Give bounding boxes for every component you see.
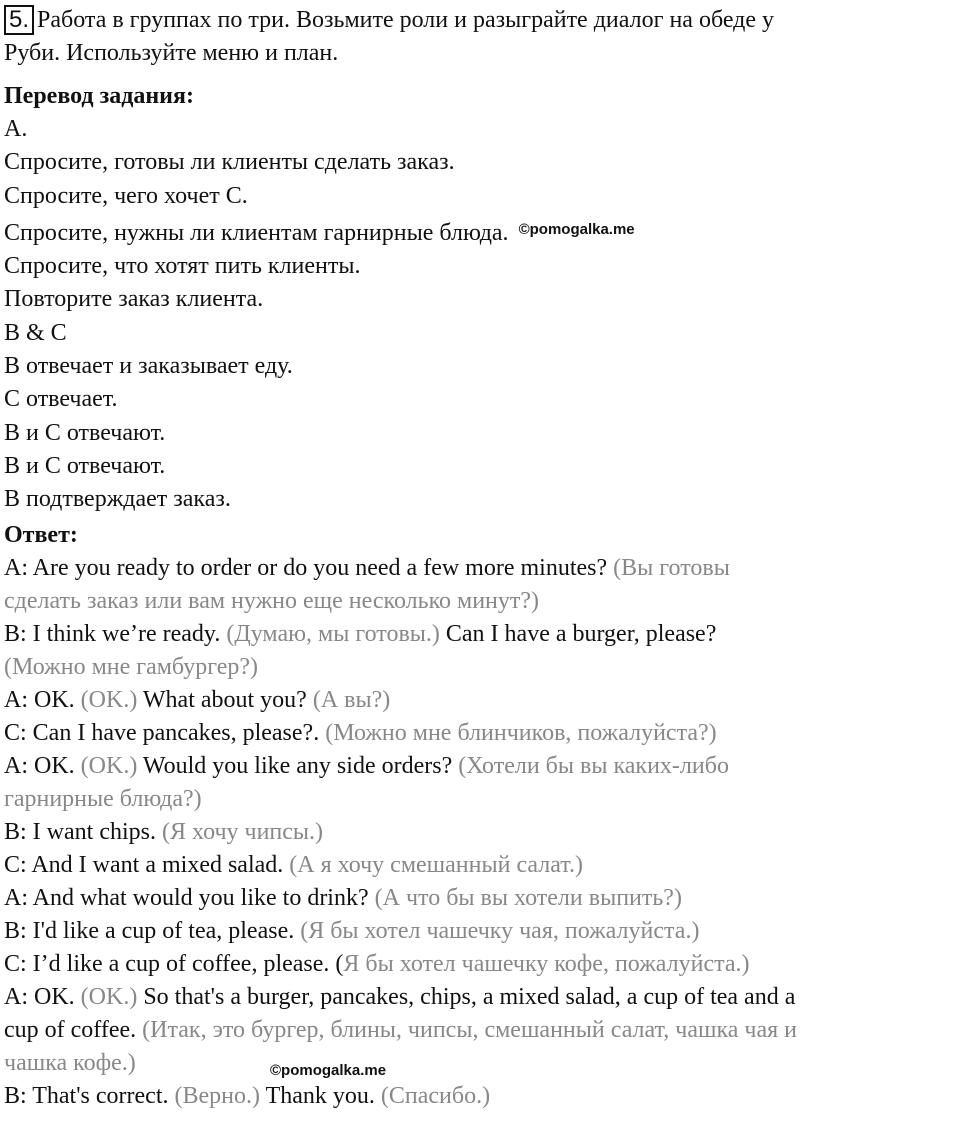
answer-line xyxy=(4,915,960,948)
translation-line: В & С xyxy=(4,319,67,346)
answer-line xyxy=(4,651,960,684)
answer-line xyxy=(4,684,960,717)
answer-translation: (Можно мне блинчиков, пожалуйста?) xyxy=(325,719,717,746)
answer-english: A: OK. xyxy=(4,983,81,1010)
answer-english: cup of coffee. xyxy=(4,1016,143,1043)
answer-line xyxy=(4,783,960,816)
answer-translation: (Хотели бы вы каких-либо xyxy=(458,752,729,779)
translation-line: А. xyxy=(4,116,28,142)
answer-translation: (А что бы вы хотели выпить?) xyxy=(374,884,682,911)
answer-english: B: That's correct. xyxy=(4,1082,175,1109)
answer-translation: (OK.) xyxy=(80,983,144,1010)
answer-english: B: I think we’re ready. xyxy=(4,620,227,647)
answer-english: B: I'd like a cup of tea, please. xyxy=(4,917,301,944)
answer-translation: (А я хочу смешанный салат.) xyxy=(289,851,583,878)
answer-english: C: I’d like a cup of coffee, please. xyxy=(4,950,336,977)
answer-translation: (А вы?) xyxy=(312,686,391,713)
translation-heading: Перевод задания: xyxy=(4,83,194,109)
answer-translation: гарнирные блюда?) xyxy=(4,785,202,812)
answer-english: What about you? xyxy=(142,686,313,713)
answer-line xyxy=(4,618,960,651)
translation-text: Спросите, нужны ли клиентам гарнирные блюда. xyxy=(4,219,509,246)
answer-translation: сделать заказ или вам нужно еще несколько минут?) xyxy=(4,587,540,614)
task-line-1 xyxy=(4,4,960,37)
answer-translation: (Думаю, мы готовы.) xyxy=(226,620,446,647)
answer-english: A: And what would you like to drink? xyxy=(4,884,375,911)
answer-line xyxy=(4,882,960,915)
answer-line xyxy=(4,1080,960,1113)
answer-translation: Я бы хотел чашечку кофе, пожалуйста.) xyxy=(343,950,750,977)
translation-line: В отвечает и заказывает еду. xyxy=(4,353,293,380)
translation-line: Спросите, готовы ли клиенты сделать заказ. xyxy=(4,149,455,176)
answer-translation: (Верно.) xyxy=(174,1082,266,1109)
page xyxy=(0,4,960,1122)
answer-translation: (Вы готовы xyxy=(613,554,730,581)
watermark-bottom: ©pomogalka.me xyxy=(270,1062,387,1079)
answer-line xyxy=(4,981,960,1014)
task-text-1: Работа в группах по три. Возьмите роли и разыграйте диалог на обеде у xyxy=(37,7,775,33)
watermark: ©pomogalka.me xyxy=(518,220,635,238)
task-number: 5. xyxy=(4,5,34,35)
answer-line xyxy=(4,750,960,783)
translation-line-with-watermark xyxy=(4,213,960,250)
task-line-2: Руби. Используйте меню и план. xyxy=(4,40,339,66)
answer-english: Thank you. xyxy=(265,1082,381,1109)
answer-translation: (OK.) xyxy=(80,752,143,779)
translation-line: В подтверждает заказ. xyxy=(4,486,231,513)
answer-translation: (Можно мне гамбургер?) xyxy=(4,653,259,680)
translation-line: Спросите, чего хочет С. xyxy=(4,182,248,209)
translation-list xyxy=(4,113,960,517)
task-statement xyxy=(4,4,960,70)
answer-english: A: OK. xyxy=(4,686,81,713)
answer-line xyxy=(4,948,960,981)
answer-english: C: Can I have pancakes, please?. xyxy=(4,719,326,746)
answer-english: C: And I want a mixed salad. xyxy=(4,851,290,878)
answer-translation: (Я хочу чипсы.) xyxy=(161,818,324,845)
answer-translation: (OK.) xyxy=(80,686,143,713)
answer-line xyxy=(4,585,960,618)
translation-line: В и С отвечают. xyxy=(4,419,166,446)
translation-line: В и С отвечают. xyxy=(4,452,166,479)
translation-line: С отвечает. xyxy=(4,386,118,413)
answer-english: A: Are you ready to order or do you need a few more minutes? xyxy=(4,554,614,581)
answer-heading: Ответ: xyxy=(4,521,78,548)
answer-english: ( xyxy=(335,950,344,977)
translation-line: Спросите, что хотят пить клиенты. xyxy=(4,253,361,280)
answer-line xyxy=(4,1047,960,1080)
answer-english: Can I have a burger, please? xyxy=(445,620,717,647)
translation-line: Повторите заказ клиента. xyxy=(4,286,264,313)
answer-english: Would you like any side orders? xyxy=(142,752,459,779)
answer-translation: чашка кофе.) xyxy=(4,1049,136,1076)
answer-line xyxy=(4,816,960,849)
answer-line xyxy=(4,849,960,882)
answer-english: A: OK. xyxy=(4,752,81,779)
answer-translation: (Итак, это бургер, блины, чипсы, смешанный салат, чашка чая и xyxy=(142,1016,797,1043)
answer-line xyxy=(4,552,960,585)
answer-translation: (Я бы хотел чашечку чая, пожалуйста.) xyxy=(300,917,700,944)
answer-line xyxy=(4,717,960,750)
answer-english: B: I want chips. xyxy=(4,818,162,845)
answer-english: So that's a burger, pancakes, chips, a mixed salad, a cup of tea and a xyxy=(143,983,796,1010)
answer-translation: (Спасибо.) xyxy=(380,1082,491,1109)
answer-line xyxy=(4,1014,960,1047)
answer-list xyxy=(4,552,960,1113)
